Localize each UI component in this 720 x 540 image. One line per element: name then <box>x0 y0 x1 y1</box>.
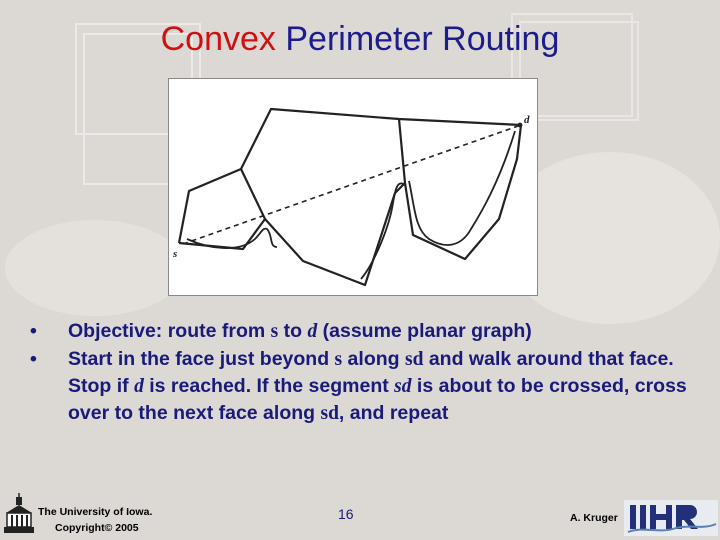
iihr-letter-i-2 <box>640 505 646 529</box>
walk-path-2 <box>409 131 515 245</box>
routing-diagram <box>169 79 537 295</box>
title-word-convex: Convex <box>160 20 276 58</box>
capitol-dome <box>16 497 22 505</box>
node-d <box>518 123 523 128</box>
face-shared-edges <box>241 169 265 219</box>
label-d: d <box>524 114 530 126</box>
label-s: s <box>173 248 178 260</box>
capitol-column-2 <box>16 515 18 527</box>
sd-segment <box>183 125 521 244</box>
old-capitol-icon <box>3 493 35 535</box>
copyright-text: Copyright© 2005 <box>55 522 139 534</box>
planar-graph-faces <box>179 109 521 285</box>
author-name: A. Kruger <box>570 512 618 524</box>
bullet-dot-icon: • <box>30 320 37 342</box>
page-number: 16 <box>338 506 354 522</box>
bullet-item-2 <box>30 346 700 427</box>
slide-title <box>0 20 720 59</box>
capitol-column-1 <box>11 515 13 527</box>
capitol-column-4 <box>26 515 28 527</box>
university-name: The University of Iowa. <box>38 506 153 518</box>
bullet-list <box>30 318 700 427</box>
face-shared-edges-2 <box>399 119 405 183</box>
capitol-pediment <box>6 505 32 513</box>
capitol-column-3 <box>21 515 23 527</box>
face-1-edges <box>179 109 521 285</box>
title-rest: Perimeter Routing <box>285 20 560 58</box>
bullet-dot-icon: • <box>30 348 37 370</box>
footer-university <box>38 504 152 536</box>
capitol-base <box>4 527 34 533</box>
iihr-logo-icon <box>624 500 718 536</box>
bullet-1-text: Objective: route from s to d (assume planar graph) <box>68 320 532 342</box>
bullet-item-1 <box>30 318 700 345</box>
background-ellipse-left <box>5 220 185 316</box>
bullet-2-text: Start in the face just beyond s along sd and walk around that face. Stop if d is reached. If the segment sd is about to be crossed, cross over to the next face along sd, and repeat <box>68 348 687 424</box>
routing-figure <box>168 78 538 296</box>
iihr-letter-i-1 <box>630 505 636 529</box>
